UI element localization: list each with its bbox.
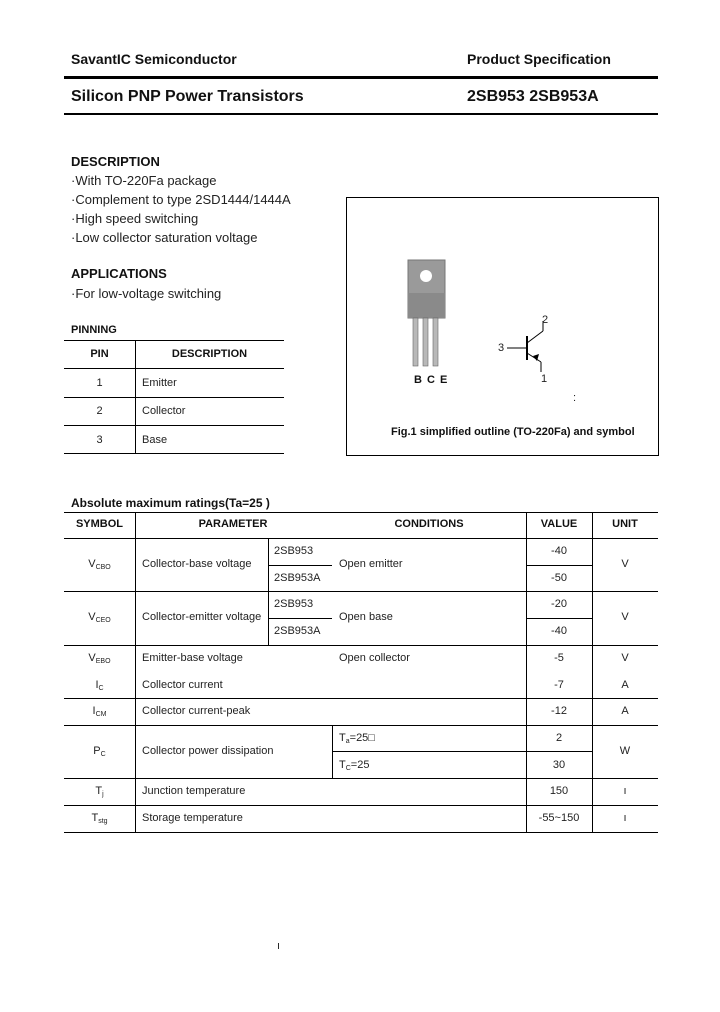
value-pc-2: 30 <box>552 759 566 771</box>
ratings-rule <box>64 645 658 646</box>
pinning-rule <box>64 425 284 426</box>
ratings-col-divider <box>526 512 527 832</box>
value-tj: 150 <box>549 785 569 797</box>
part-numbers: 2SB953 2SB953A <box>467 88 599 105</box>
ratings-rule <box>64 512 658 513</box>
value-tstg: -55~150 <box>538 812 580 824</box>
symbol-pin-2-label: 2 <box>542 314 549 326</box>
value-icm: -12 <box>551 705 567 717</box>
page-number: ı <box>277 940 281 952</box>
ratings-rule <box>64 591 658 592</box>
value-vceo-1: -20 <box>551 598 567 610</box>
pin-description: Collector <box>142 405 186 417</box>
doc-type: Product Specification <box>467 51 611 67</box>
unit-vebo: V <box>621 652 629 664</box>
symbol-tstg: $T_{stg}$ <box>91 812 108 825</box>
cond-vceo: Open base <box>339 611 393 623</box>
figure-box <box>346 197 659 456</box>
pinning-rule <box>64 340 284 341</box>
ratings-rule <box>64 698 658 699</box>
symbol-ic: $I_C$ <box>95 679 104 692</box>
applications-heading: APPLICATIONS <box>71 266 167 281</box>
unit-ic: A <box>621 679 629 691</box>
symbol-pc: $P_C$ <box>93 745 106 758</box>
ratings-col-divider <box>332 725 333 778</box>
value-vcbo-2: -50 <box>551 572 567 584</box>
value-vcbo-1: -40 <box>551 545 567 557</box>
pin-number: 3 <box>96 434 103 446</box>
ratings-subrule <box>332 751 592 752</box>
unit-tstg: ı <box>623 812 627 824</box>
col-symbol: SYMBOL <box>75 518 124 530</box>
cond-vcbo: Open emitter <box>339 558 403 570</box>
param-tj: Junction temperature <box>142 785 246 797</box>
part-2sb953: 2SB953 <box>274 545 314 557</box>
symbol-tj: $T_j$ <box>95 785 104 798</box>
product-line: Silicon PNP Power Transistors <box>71 88 304 105</box>
param-tstg: Storage temperature <box>142 812 243 824</box>
symbol-pin-1-label: 1 <box>541 373 548 385</box>
ratings-rule <box>64 805 658 806</box>
applications-item: ·For low-voltage switching <box>71 286 222 301</box>
ratings-subrule <box>526 565 592 566</box>
description-item: ·With TO-220Fa package <box>71 173 217 188</box>
description-heading: DESCRIPTION <box>71 154 160 169</box>
lead-e <box>433 318 438 366</box>
ratings-subrule <box>268 618 332 619</box>
part-2sb953a: 2SB953A <box>274 625 321 637</box>
symbol-vebo: $V_{EBO}$ <box>88 652 111 665</box>
cond-pc-tc: $T_C=25$ <box>339 759 370 772</box>
figure-caption: Fig.1 simplified outline (TO-220Fa) and symbol <box>391 426 635 438</box>
description-item: ·Low collector saturation voltage <box>71 230 258 245</box>
cond-pc-ta: $T_a=25□$ <box>339 732 375 745</box>
pinning-heading: PINNING <box>71 324 117 336</box>
param-ic: Collector current <box>142 679 223 691</box>
pin-description: Emitter <box>142 377 177 389</box>
stray-mark: : <box>573 392 577 404</box>
part-2sb953: 2SB953 <box>274 598 314 610</box>
unit-vcbo: V <box>621 558 629 570</box>
col-parameter: PARAMETER <box>198 518 268 530</box>
param-vcbo: Collector-base voltage <box>142 558 252 570</box>
part-2sb953a: 2SB953A <box>274 572 321 584</box>
pinning-rule <box>64 368 284 369</box>
symbol-pin-3-label: 3 <box>498 342 505 354</box>
value-ic: -7 <box>554 679 564 691</box>
col-conditions: CONDITIONS <box>394 518 464 530</box>
col-value: VALUE <box>540 518 578 530</box>
pin-number: 1 <box>96 377 103 389</box>
ratings-subrule <box>268 565 332 566</box>
value-vceo-2: -40 <box>551 625 567 637</box>
pinning-col-pin: PIN <box>90 348 109 360</box>
pinning-col-description: DESCRIPTION <box>171 348 248 360</box>
symbol-vceo: $V_{CEO}$ <box>88 611 111 624</box>
ratings-rule <box>64 538 658 539</box>
unit-vceo: V <box>621 611 629 623</box>
pin-description: Base <box>142 434 168 446</box>
param-vebo: Emitter-base voltage <box>142 652 243 664</box>
pin-number: 2 <box>96 405 103 417</box>
ratings-heading: Absolute maximum ratings(Ta=25 ) <box>71 496 270 510</box>
unit-tj: ı <box>623 785 627 797</box>
mounting-hole <box>420 270 432 282</box>
value-pc-1: 2 <box>555 732 563 744</box>
ratings-rule <box>64 725 658 726</box>
description-item: ·Complement to type 2SD1444/1444A <box>71 192 291 207</box>
col-unit: UNIT <box>612 518 638 530</box>
cond-vebo: Open collector <box>339 652 410 664</box>
ratings-col-divider <box>268 538 269 645</box>
param-pc: Collector power dissipation <box>142 745 274 757</box>
unit-icm: A <box>621 705 629 717</box>
ratings-rule <box>64 778 658 779</box>
pinning-rule <box>64 397 284 398</box>
symbol-vcbo: $V_{CBO}$ <box>88 558 111 571</box>
ratings-col-divider <box>135 512 136 832</box>
param-icm: Collector current-peak <box>142 705 251 717</box>
unit-pc: W <box>619 745 631 757</box>
lead-c <box>423 318 428 366</box>
symbol-icm: $I_{CM}$ <box>92 705 107 718</box>
package-pin-labels: B C E <box>414 374 449 386</box>
ratings-rule <box>64 832 658 833</box>
ratings-subrule <box>526 618 592 619</box>
header-rule-top <box>64 76 658 79</box>
header-rule-bottom <box>64 113 658 115</box>
description-item: ·High speed switching <box>71 211 199 226</box>
package-outline-drawing <box>347 198 658 455</box>
lead-b <box>413 318 418 366</box>
company-name: SavantIC Semiconductor <box>71 51 237 67</box>
param-vceo: Collector-emitter voltage <box>142 611 262 623</box>
pinning-rule <box>64 453 284 454</box>
value-vebo: -5 <box>554 652 564 664</box>
